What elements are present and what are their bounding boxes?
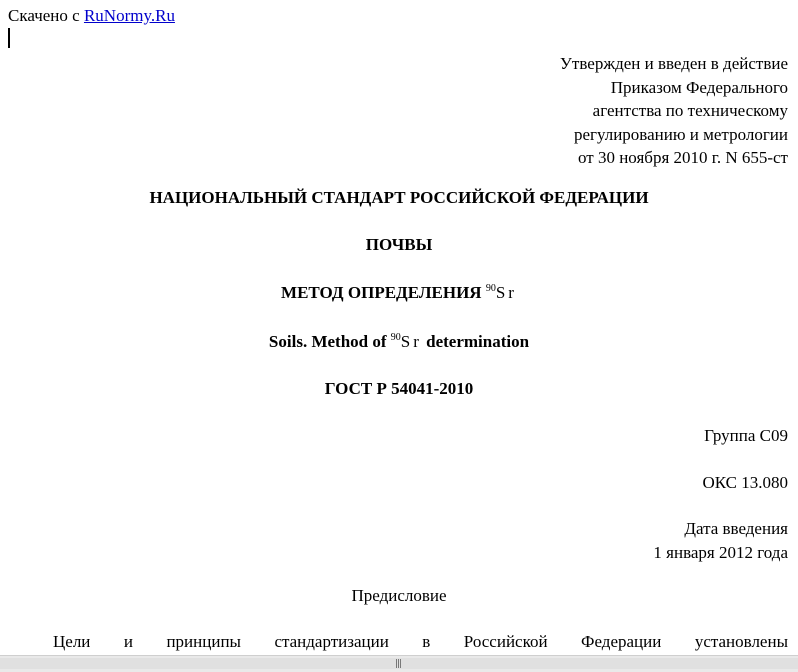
group-code: Группа С09 (704, 426, 788, 445)
subject-title: ПОЧВЫ (365, 235, 433, 254)
approval-block (560, 52, 788, 170)
method-title-ru-text: МЕТОД ОПРЕДЕЛЕНИЯ (281, 283, 482, 302)
intro-date (653, 517, 788, 564)
source-link[interactable]: RuNormy.Ru (83, 6, 175, 25)
text-cursor (8, 28, 10, 48)
standard-title: НАЦИОНАЛЬНЫЙ СТАНДАРТ РОССИЙСКОЙ ФЕДЕРАЦИИ (149, 188, 649, 207)
source-line (8, 6, 175, 26)
intro-date-value: 1 января 2012 года (653, 542, 788, 562)
intro-date-label: Дата введения (684, 519, 788, 538)
gost-number: ГОСТ Р 54041-2010 (324, 379, 474, 398)
approval-line: агентства по техническому (592, 101, 788, 120)
method-title-en-after: determination (426, 332, 530, 351)
approval-line: от 30 ноября 2010 г. N 655-ст (578, 148, 788, 167)
horizontal-scrollbar[interactable] (0, 655, 798, 672)
isotope-mass: 90 (485, 283, 496, 294)
grip-icon: ||| (395, 659, 402, 669)
preface-heading: Предисловие (351, 586, 447, 605)
approval-line: регулированию и метрологии (573, 124, 788, 144)
isotope-symbol: Sr (495, 283, 517, 302)
isotope-mass: 90 (390, 332, 401, 343)
isotope-symbol: Sr (400, 332, 422, 351)
method-title-en (0, 332, 798, 352)
source-prefix: Скачено с (8, 6, 80, 25)
method-title-ru (0, 283, 798, 303)
oks-code: ОКС 13.080 (702, 473, 788, 492)
approval-line: Приказом Федерального (610, 77, 788, 97)
method-title-en-before: Soils. Method of (268, 332, 387, 351)
approval-line: Утвержден и введен в действие (559, 54, 788, 73)
body-first-line: Цели и принципы стандартизации в Российской Федерации установлены (53, 632, 788, 651)
body-paragraph (53, 632, 788, 652)
